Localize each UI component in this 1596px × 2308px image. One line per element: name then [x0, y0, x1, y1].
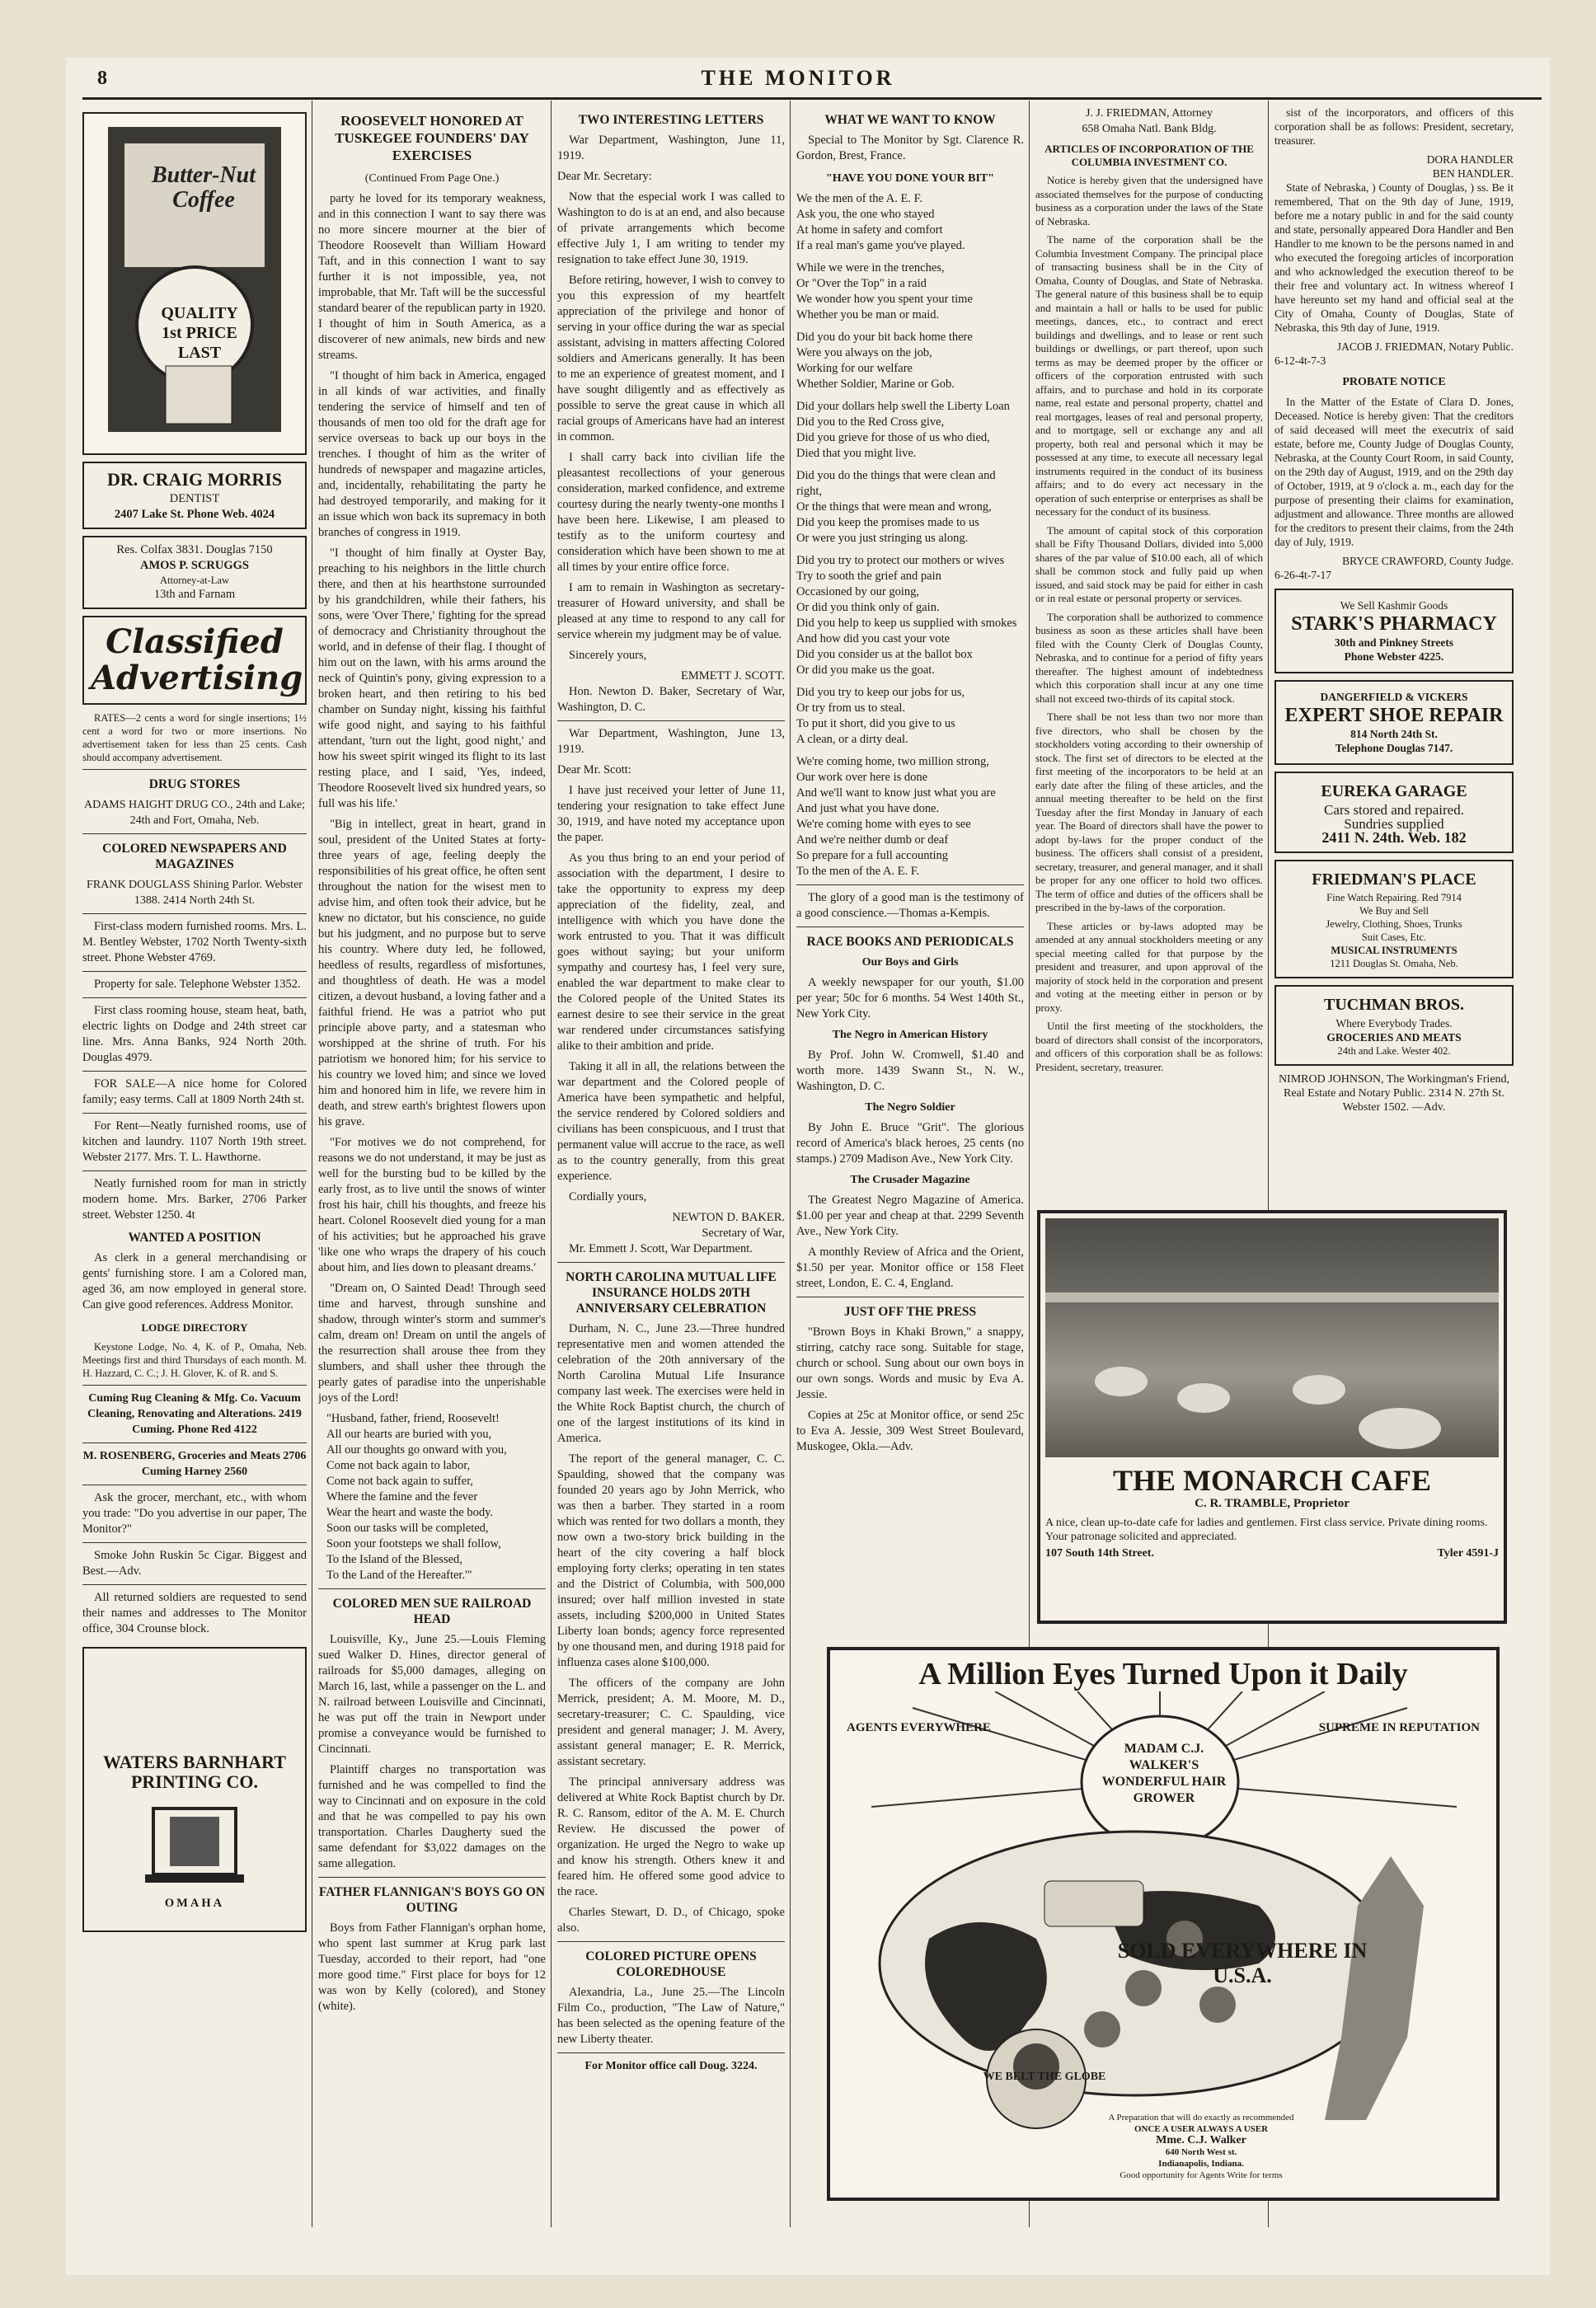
article-paragraph: "For motives we do not comprehend, for reasons we do not understand, it may be just as well for the bursting bud to be killed by the early frost, as to live until the snows of winter frost his hair, chill his thoughts, and freeze his heart. Colonel Roosevelt died young for a man of his activities; but he approached his grave 'like one who wraps the drapery of his couch about him, and lies down to pleasant dreams.' — [318, 1136, 546, 1274]
shining-parlor: FRANK DOUGLASS Shining Parlor. Webster 1388. 2414 North 24th St. — [87, 879, 303, 907]
press-heading: JUST OFF THE PRESS — [843, 1305, 977, 1319]
printing-co-city: OMAHA — [164, 1897, 225, 1910]
poem-line: Were you always on the job, — [796, 346, 932, 359]
signer: BEN HANDLER. — [1432, 167, 1514, 180]
newspapers-heading: COLORED NEWSPAPERS AND MAGAZINES — [102, 842, 287, 871]
article-paragraph: "Big in intellect, great in heart, grand in soul, president of the United States at forty-three years of age, feeling deeply the responsibilities of his great office, he often sent throughout the nation for the wisest men to advise him, and often took their advice, but he knew no dictator, but his conscience, no guide but his judgment, and no purpose but to serve his country. Where duty led, he followed, heedless of results, regardless of misfortunes, and thoughtless of death. He was a model citizen, a devout husband, a loving father and a faithful friend. He was a patriot who put principle above party, and a statesman who worshipped at the shrine of truth. For his patriotism we honored him; for his service to his country we loved him; and since we loved him and honored him in life, we revere him in death, and strew earth's brightest flowers upon his grave. — [318, 818, 546, 1128]
footer-line: 640 North West st. — [1165, 2147, 1237, 2157]
footer-line: Mme. C.J. Walker — [1156, 2134, 1246, 2146]
masthead-title: THE MONITOR — [701, 66, 895, 90]
ad-line: We Sell Kashmir Goods — [1340, 599, 1448, 612]
poem-line: Working for our welfare — [796, 362, 913, 375]
legal-paragraph: Until the first meeting of the stockholders, the board of directors shall consist of the incorporators, and officers of this corporation shall be as follows: President, secretary, treasurer. — [1035, 1020, 1263, 1073]
attorney-address: 658 Omaha Natl. Bank Bldg. — [1082, 122, 1217, 135]
stanza-break — [796, 678, 1024, 685]
ad-line: Jewelry, Clothing, Shoes, Trunks — [1326, 918, 1462, 930]
header-rule — [82, 97, 1542, 100]
poem-intro: Special to The Monitor by Sgt. Clarence R. Gordon, Brest, France. — [796, 134, 1024, 162]
article-paragraph: Boys from Father Flannigan's orphan home, who spent last summer at Krug park last Tuesday, accorded to their report, had "one more good time." First place for boys for 12 was won by Kelly (colored), and Stoney (white). — [318, 1921, 546, 2013]
waters-barnhart-ad — [82, 1647, 307, 1932]
letter-paragraph: I shall carry back into civilian life the pleasantest recollections of your generous consideration, marked confidence, and extreme courtesy during the nearly twenty-one months I have been here. Likewise, I am pleased to testify as to the uniform courtesy and consideration which have been shown to me at all times by your entire office force. — [557, 451, 785, 574]
grocer-note: Ask the grocer, merchant, etc., with whom you trade: "Do you advertise in our paper, The Monitor?" — [82, 1491, 307, 1536]
poem-line: Did you try to keep our jobs for us, — [796, 686, 965, 699]
poem-line: All our hearts are buried with you, — [326, 1428, 492, 1441]
legal-paragraph: The corporation shall be authorized to commence business as soon as these articles shall have been filed with the County Clerk of Douglas County, Nebraska, and to continue for a period of fifty years thereafter. The highest amount of indebtedness which this corporation shall incur at any one time shall not exceed two-thirds of its capital stock. — [1035, 610, 1263, 705]
poem-line: Did you to the Red Cross give, — [796, 415, 945, 429]
periodical-title: The Negro Soldier — [865, 1101, 955, 1114]
stanza-break — [796, 547, 1024, 553]
flannigan-headline: FATHER FLANNIGAN'S BOYS GO ON OUTING — [318, 1885, 546, 1915]
ad-line: MUSICAL INSTRUMENTS — [1331, 945, 1458, 956]
poem-line: We're coming home with eyes to see — [796, 818, 971, 831]
poem-line: And we'll want to know just what you are — [796, 786, 996, 800]
article-paragraph: party he loved for its temporary weakness, and in this connection I want to say there was no more sincere mourner at the bier of Theodore Roosevelt than William Howard Taft, and in this connection I want to say further it is not impossible, yea, not improbable, that Mr. Taft will be the successful standard bearer of the republican party in 1920. I thought of him in South America, as a discoverer of new animals, new birds and new streams. — [318, 192, 546, 362]
race-books-heading: RACE BOOKS AND PERIODICALS — [806, 935, 1014, 949]
railroad-suit-headline: COLORED MEN SUE RAILROAD HEAD — [332, 1597, 532, 1626]
ad-line: Suit Cases, Etc. — [1361, 931, 1427, 943]
poem-line: Soon our tasks will be completed, — [326, 1522, 489, 1535]
column-4 — [796, 106, 1024, 1647]
agents-banner: AGENTS EVERYWHERE — [847, 1721, 991, 1734]
ad-line: DANGERFIELD & VICKERS — [1320, 691, 1468, 703]
dentist-name: DR. CRAIG MORRIS — [106, 469, 283, 490]
drug-store-listing: ADAMS HAIGHT DRUG CO., 24th and Lake; 24th and Fort, Omaha, Neb. — [83, 799, 306, 827]
printing-press-icon — [145, 1800, 244, 1891]
poem-line: While we were in the trenches, — [796, 261, 945, 274]
printing-co-name: WATERS BARNHART PRINTING CO. — [103, 1752, 286, 1792]
walker-product-name: MADAM C.J. WALKER'S WONDERFUL HAIR GROWER — [1101, 1742, 1227, 1805]
poem-line: We're coming home, two million strong, — [796, 755, 989, 768]
legal-paragraph: These articles or by-laws adopted may be amended at any annual stockholders meeting or any special meeting called for that purpose by the president and treasurer, and upon approval of the majority of stock held in the corporation and present and voting at the meeting either in person or by proxy. — [1035, 919, 1263, 1014]
quality-badge: QUALITY 1st PRICE LAST — [161, 304, 238, 362]
stanza-break — [796, 323, 1024, 330]
poem-line: Did you do your bit back home there — [796, 331, 973, 344]
roosevelt-headline: ROOSEVELT HONORED AT TUSKEGEE FOUNDERS' DAY EXERCISES — [335, 113, 529, 163]
footer-line: ONCE A USER ALWAYS A USER — [1134, 2124, 1269, 2134]
lodge-text: Keystone Lodge, No. 4, K. of P., Omaha, Neb. Meetings first and third Thursdays of each month. M. H. Hazzard, C. C.; J. H. Glover, K. of R. and S. — [82, 1341, 307, 1379]
starks-pharmacy-ad — [1274, 589, 1514, 673]
poem-line: To the Island of the Blessed, — [326, 1553, 462, 1566]
ad-line: 814 North 24th St. — [1350, 728, 1438, 740]
notary-date: 6-12-4t-7-3 — [1274, 354, 1326, 367]
dentist-card — [82, 462, 307, 529]
globe-slogan: WE BELT THE GLOBE — [983, 2071, 1106, 2083]
wanted-heading: WANTED A POSITION — [128, 1231, 261, 1245]
attorney-card — [82, 536, 307, 609]
ad-title: EUREKA GARAGE — [1321, 782, 1467, 800]
walker-hair-grower-ad — [827, 1647, 1500, 2201]
footer-line: A Preparation that will do exactly as recommended — [1108, 2113, 1294, 2123]
attorney-address: 13th and Farnam — [153, 588, 236, 601]
periodical-title: The Negro in American History — [832, 1029, 988, 1041]
press-text: "Brown Boys in Khaki Brown," a snappy, stirring, catchy race song. Suitable for stage, church or school. Sung about our own boys in our own songs. Words and music by Eva A. Jessie. — [796, 1325, 1024, 1401]
poem-line: To the men of the A. E. F. — [796, 865, 920, 878]
article-paragraph: "I thought of him back in America, engaged in all kinds of war activities, and finally tendering the service of himself and ten of thousands of men too old for the draft age for service overseas to back up our boys in the trenches. I thought of him as the writer of hundreds of newspaper and magazine articles, and, incidentally, rehabilitating the party he had destroyed temporarily, and making for it an issue which won back its supremacy in both branches of congress in 1919. — [318, 369, 546, 539]
letter-signoff: Sincerely yours, — [569, 649, 647, 662]
poem-line: Soon your footsteps we shall follow, — [326, 1537, 501, 1550]
article-paragraph: The principal anniversary address was delivered at White Rock Baptist church by Dr. R. C. Ransom, editor of the A. M. E. Church Review. He discussed the power of organization. He urged the Negro to wake up and know his strength. Others knew it and feared him. He offered some good advice to the race. — [557, 1776, 785, 1898]
letter-signoff: Cordially yours, — [569, 1190, 647, 1203]
letter-paragraph: I am to remain in Washington as secretary-treasurer of Howard university, and shall be pleased at any time to respond to any call for service wherein my judgment may be of value. — [557, 581, 785, 641]
dentist-role: DENTIST — [169, 492, 220, 505]
poem-line: Did you consider us at the ballot box — [796, 648, 973, 661]
poem-line: Where the famine and the fever — [326, 1490, 478, 1503]
column-6 — [1274, 106, 1514, 1202]
periodical-text: The Greatest Negro Magazine of America. $1.00 per year and cheap at that. 2299 Seventh Ave., New York City. — [796, 1194, 1024, 1238]
stanza-break — [796, 748, 1024, 754]
letter-paragraph: As you thus bring to an end your period of association with the department, I desire to take the opportunity to express my deep appreciation of the fidelity, zeal, and intelligence with which you have done the work entrusted to you. That it was difficult goes without saying; but your uniform sympathy and courtesy has, I feel very sure, enabled the war department to make clear to the Colored people of the United States its earnest desire to see their service in the great war rendered under circumstances satisfying alike to their ambition and pride. — [557, 851, 785, 1053]
ad-line: 2411 N. 24th. Web. 182 — [1321, 829, 1467, 846]
stanza-break — [796, 254, 1024, 260]
classified-ad: First-class modern furnished rooms. Mrs. L. M. Bentley Webster, 1702 North Twenty-sixth street. Phone Webster 4769. — [82, 920, 307, 964]
periodical-title: Our Boys and Girls — [861, 956, 959, 969]
cafe-phone: Tyler 4591-J — [1437, 1547, 1499, 1560]
letter-signer: NEWTON D. BAKER. — [672, 1211, 785, 1224]
column-5 — [1035, 106, 1263, 1202]
poem-line: Died that you might live. — [796, 447, 917, 460]
walker-footer — [1077, 2112, 1325, 2181]
letter-addressee: Hon. Newton D. Baker, Secretary of War, Washington, D. C. — [557, 685, 785, 714]
poem-line: Ask you, the one who stayed — [796, 208, 935, 221]
poem-line: Or the things that were mean and wrong, — [796, 500, 992, 514]
poem-line: Or did you make us the goat. — [796, 664, 935, 677]
cigar-ad: Smoke John Ruskin 5c Cigar. Biggest and Best.—Adv. — [82, 1549, 307, 1578]
poem-line: We the men of the A. E. F. — [796, 192, 923, 205]
nimrod-ad: NIMROD JOHNSON, The Workingman's Friend, Real Estate and Notary Public. 2314 N. 27th St. Webster 1502. —Adv. — [1278, 1073, 1510, 1114]
classified-ad: First class rooming house, steam heat, bath, electric lights on Dodge and 24th street car line. Mrs. Anna Banks, 924 North 20th. Douglas 4979. — [82, 1004, 307, 1064]
letter-paragraph: I have just received your letter of June 11, tendering your resignation to take effect June 30, 1919, and have noted my acceptance upon the paper. — [557, 784, 785, 844]
cafe-name: THE MONARCH CAFE — [1113, 1464, 1431, 1497]
kempis-quote: The glory of a good man is the testimony of a good conscience.—Thomas a-Kempis. — [796, 891, 1024, 920]
poem-line: To the Land of the Hereafter.'" — [326, 1569, 472, 1582]
legal-paragraph: The amount of capital stock of this corporation shall be Fifty Thousand Dollars, divided into 5,000 shares of the par value of $10.00 each, all of which shall be common stock and fully paid up when issued, and said stock may be paid for either in cash or in real estate or personal property or services. — [1035, 523, 1263, 604]
soldiers-notice: All returned soldiers are requested to send their names and addresses to The Monitor office, 304 Crounse block. — [82, 1591, 307, 1635]
periodical-title: The Crusader Magazine — [850, 1174, 970, 1186]
poem-line: Whether Soldier, Marine or Gob. — [796, 378, 955, 391]
letter-dateline: War Department, Washington, June 13, 1919. — [557, 727, 785, 756]
butternut-brand: Butter-Nut Coffee — [151, 162, 256, 213]
poem-line: Did your dollars help swell the Liberty Loan — [796, 400, 1010, 413]
column-divider — [790, 101, 791, 2227]
letters-headline: TWO INTERESTING LETTERS — [578, 113, 764, 127]
letter-signer: EMMETT J. SCOTT. — [681, 669, 785, 683]
continued-note: (Continued From Page One.) — [364, 172, 500, 185]
article-paragraph: "Dream on, O Sainted Dead! Through seed time and harvest, through sunshine and shadow, through winter's storm and summer's calm, dream on! Dream on until the angels of the resurrection shall arouse thee from they slumbers, and shall usher thee through the pearly gates of paradise into the unperishable joys of the Lord! — [318, 1282, 546, 1405]
nc-mutual-headline: NORTH CAROLINA MUTUAL LIFE INSURANCE HOLDS 20TH ANNIVERSARY CELEBRATION — [566, 1270, 777, 1316]
poem-line: Or were you just stringing us along. — [796, 532, 969, 545]
article-paragraph: Alexandria, La., June 25.—The Lincoln Film Co., production, "The Law of Nature," has been selected as the opening feature of the new Liberty theater. — [557, 1986, 785, 2046]
legal-paragraph: Notice is hereby given that the undersigned have associated themselves for the purpose of conducting business as a corporation under the laws of the State of Nebraska. — [1035, 174, 1263, 228]
attorney-role: Attorney-at-Law — [160, 575, 229, 586]
poem-line: Did you do the things that were clean and right, — [796, 469, 996, 498]
legal-paragraph: There shall be not less than two nor more than five directors, who shall be chosen by the stockholders voting according to their ownership of stock. The first set of directors to be elected at the first meeting of the incorporators to be held at an early date after the filing of these articles, and the annual meeting thereafter to be held on the first Tuesday after the first Monday in January of each year. The Board of directors shall have the power to adopt by-laws for the proper conduct of the business. The officers shall consist of a president, secretary, treasurer, and general manager, and it shall be proper for any one officer to hold two offices. The term of office and duties of the officers shall be prescribed in the by-laws of the corporation. — [1035, 711, 1263, 913]
tuchman-ad — [1274, 985, 1514, 1066]
ad-line: We Buy and Sell — [1359, 905, 1429, 917]
notary-signer: JACOB J. FRIEDMAN, Notary Public. — [1336, 340, 1514, 353]
ad-line: 24th and Lake. Wester 402. — [1337, 1045, 1451, 1057]
poem-line: Come not back again to suffer, — [326, 1475, 473, 1488]
monitor-phone: For Monitor office call Doug. 3224. — [584, 2060, 758, 2072]
footer-line: Good opportunity for Agents Write for terms — [1120, 2170, 1283, 2180]
periodical-text: A monthly Review of Africa and the Orient, $1.50 per year. Monitor office or 158 Fleet street, London, E. C. 4, England. — [796, 1245, 1024, 1290]
probate-date: 6-26-4t-7-17 — [1274, 569, 1331, 581]
periodical-text: A weekly newspaper for our youth, $1.00 per year; 50c for 6 months. 54 West 140th St., New York City. — [796, 976, 1024, 1020]
poem-line: Try to sooth the grief and pain — [796, 570, 941, 583]
rosenberg-ad: M. ROSENBERG, Groceries and Meats 2706 Cuming Harney 2560 — [82, 1450, 307, 1478]
poem-line: Come not back again to labor, — [326, 1459, 471, 1472]
letter-paragraph: Before retiring, however, I wish to convey to you this expression of my heartfelt appreciation of the privilege and honor of serving in your office during the war as special assistant, advising in matters affecting Colored soldiers and Americans generally. It has been to me an experience of greatest moment, and I have sought diligently and as effectively as possible to serve the great cause in which all racial groups of Americans have had an interest in common. — [557, 274, 785, 443]
ad-line: Cars stored and repaired. — [1324, 802, 1464, 818]
poem-line: So prepare for a full accounting — [796, 849, 948, 862]
ad-line: Fine Watch Repairing. Red 7914 — [1326, 892, 1462, 903]
reputation-banner: SUPREME IN REPUTATION — [1318, 1721, 1480, 1734]
eureka-garage-ad — [1274, 772, 1514, 853]
poem-line: Did you help to keep us supplied with smokes — [796, 617, 1017, 630]
poem-subhead: "HAVE YOU DONE YOUR BIT" — [825, 172, 995, 185]
poem-line: Did you grieve for those of us who died, — [796, 431, 990, 444]
poem-line: To put it short, did you give to us — [796, 717, 955, 730]
cafe-photo — [1045, 1218, 1499, 1457]
article-paragraph: The report of the general manager, C. C. Spaulding, showed that the company was founded 20 years ago by John Merrick, who was then a barber. They started in a room which was rented for two dollars a month, they now own a two-story brick building in the heart of the city covering a half block employing forty clerks; operating in ten states and the District of Columbia, with 500,000 insured; over half million invested in state assets, including $200,000 in United States Liberty loan bonds; agency force represented by one thousand men, and during 1918 paid for influenza cases alone $100,000. — [557, 1452, 785, 1669]
film-headline: COLORED PICTURE OPENS COLOREDHOUSE — [585, 1949, 757, 1979]
sold-everywhere: SOLD EVERYWHERE IN U.S.A. — [1117, 1939, 1368, 1987]
ad-line: 1211 Douglas St. Omaha, Neb. — [1330, 958, 1458, 969]
letter-paragraph: Now that the especial work I was called to Washington to do is at an end, and also because of private arrangements which become effective July 1, I am writing to tender my resignation to take effect June 30, 1919. — [557, 190, 785, 266]
friedmans-place-ad — [1274, 860, 1514, 978]
poem-line: Wear the heart and waste the body. — [326, 1506, 494, 1519]
letter-salutation: Dear Mr. Secretary: — [557, 170, 652, 183]
attorney-phones: Res. Colfax 3831. Douglas 7150 — [116, 543, 273, 556]
letter-paragraph: Taking it all in all, the relations between the war department and the Colored people of America have been sympathetic and helpful, the service rendered by Colored soldiers and civilians has been conspicuous, and I trust that permanent value will accrue to the race, as well as to the country generally, from this great experience. — [557, 1060, 785, 1183]
article-paragraph: Charles Stewart, D. D., of Chicago, spoke also. — [557, 1906, 785, 1935]
dentist-address: 2407 Lake St. Phone Web. 4024 — [114, 508, 275, 521]
probate-heading: PROBATE NOTICE — [1342, 376, 1446, 388]
ad-line: 30th and Pinkney Streets — [1334, 636, 1454, 649]
cafe-address: 107 South 14th Street. — [1045, 1547, 1154, 1560]
page-number: 8 — [97, 68, 107, 89]
poem-line: All our thoughts go onward with you, — [326, 1443, 507, 1457]
butternut-ad — [82, 112, 307, 455]
poem-line: Or did you think only of gain. — [796, 601, 940, 614]
letter-addressee: Mr. Emmett J. Scott, War Department. — [569, 1242, 753, 1255]
shoe-repair-ad — [1274, 680, 1514, 765]
column-divider — [551, 101, 552, 2227]
classified-ad: Property for sale. Telephone Webster 1352. — [94, 978, 301, 991]
letter-salutation: Dear Mr. Scott: — [557, 763, 631, 776]
ad-line: GROCERIES AND MEATS — [1326, 1031, 1462, 1044]
probate-signer: BRYCE CRAWFORD, County Judge. — [1342, 555, 1514, 567]
attorney-name: AMOS P. SCRUGGS — [139, 559, 249, 572]
ad-title: TUCHMAN BROS. — [1323, 996, 1464, 1014]
articles-heading: ARTICLES OF INCORPORATION OF THE COLUMBIA INVESTMENT CO. — [1044, 143, 1254, 168]
press-copies: Copies at 25c at Monitor office, or send 25c to Eva A. Jessie, 309 West Street Boulevard, Muskogee, Okla.—Adv. — [796, 1409, 1024, 1453]
classified-ad: For Rent—Neatly furnished rooms, use of kitchen and laundry. 1107 North 19th street. Webster 2177. Mrs. T. L. Hawthorne. — [82, 1119, 307, 1164]
classified-banner — [82, 616, 307, 705]
poem-line: And just what you have done. — [796, 802, 940, 815]
article-paragraph: "I thought of him finally at Oyster Bay, preaching to his neighbors in the little church there, and then at his hearthstone surrounded by his grandchildren, while their fathers, his sons, were 'Over There,' fighting for the spread of democracy and Christianity throughout the world, and in defense of their flag. I thought of him out on the lawn, with his arms around the neck of Quintin's pony, giving expression to a broken heart, and then retiring to his bed chamber on Sunday night, kissing his faithful wife good night, and saying to his faithful attendant, 'turn out the light, good night,' and how his sweet spirit winged its flight to its last resting place, and I said, 'Yes, indeed, Theodore Roosevelt lived six hundred years, so full was his life.' — [318, 547, 546, 810]
poem-line: Whether you be man or maid. — [796, 308, 940, 321]
walker-headline: A Million Eyes Turned Upon it Daily — [918, 1657, 1408, 1691]
signer: DORA HANDLER — [1426, 153, 1514, 166]
poem-line: Did you try to protect our mothers or wives — [796, 554, 1005, 567]
article-paragraph: Louisville, Ky., June 25.—Louis Fleming sued Walker D. Hines, director general of railroads for $5,000 damages, alleging on March 16, last, while a passenger on the L. and N. railroad between Louisville and Cincinnati, he was put off the train in Newport under promise a conveyance would be furnished to Cincinnati. — [318, 1633, 546, 1756]
lodge-heading: LODGE DIRECTORY — [141, 1321, 248, 1334]
stanza-break — [796, 462, 1024, 468]
notary-text: State of Nebraska, ) County of Douglas, ) ss. Be it remembered, That on the 9th day of June, 1919, before me a notary public in and for the said county and state, personally appeared Dora Handler and Ben Handler to me known to be the persons named in and who executed the foregoing articles of incorporation and who acknowledged the execution thereof to be their free and voluntary act. In witness whereof I have hereunto set my hand and official seal at the City of Omaha, County of Douglas, State of Nebraska, this 9th day of June, 1919. — [1274, 181, 1514, 334]
ad-line: Telephone Douglas 7147. — [1335, 742, 1453, 754]
ad-title: STARK'S PHARMACY — [1291, 613, 1497, 635]
what-we-want-headline: WHAT WE WANT TO KNOW — [824, 113, 996, 127]
poem-line: And we're neither dumb or deaf — [796, 833, 949, 847]
classified-ad: FOR SALE—A nice home for Colored family; easy terms. Call at 1809 North 24th st. — [82, 1077, 307, 1106]
poem-line: Occasioned by our going, — [796, 585, 919, 598]
poem-line: And how did you cast your vote — [796, 632, 951, 645]
column-3 — [557, 106, 785, 2232]
drug-stores-heading: DRUG STORES — [148, 777, 241, 791]
classified-ad: Neatly furnished room for man in strictly modern home. Mrs. Barker, 2706 Parker street. Webster 1250. 4t — [82, 1177, 307, 1222]
poem-line: Did you keep the promises made to us — [796, 516, 979, 529]
letter-signer-title: Secretary of War, — [702, 1227, 785, 1240]
column-2 — [318, 106, 546, 2232]
cuming-rug-ad: Cuming Rug Cleaning & Mfg. Co. Vacuum Cleaning, Renovating and Alterations. 2419 Cuming. Phone Red 4122 — [87, 1392, 302, 1436]
ad-line: Where Everybody Trades. — [1335, 1017, 1453, 1030]
article-paragraph: The officers of the company are John Merrick, president; A. M. Moore, M. D., secretary-treasurer; C. C. Spaulding, vice president and general manager; J. M. Avery, assistant general manager; E. R. Merrick, assistant secretary. — [557, 1677, 785, 1768]
roosevelt-poem — [318, 1411, 546, 1583]
poem-line: If a real man's game you've played. — [796, 239, 965, 252]
column-1 — [82, 106, 307, 2232]
ad-line: Sundries supplied — [1344, 816, 1444, 832]
poem-line: Our work over here is done — [796, 771, 928, 784]
cafe-description: A nice, clean up-to-date cafe for ladies and gentlemen. First class service. Private dining rooms. Your patronage solicited and appreciated. — [1045, 1517, 1488, 1543]
poem-line: "Husband, father, friend, Roosevelt! — [326, 1412, 500, 1425]
poem-line: We wonder how you spent your time — [796, 293, 973, 306]
letter-dateline: War Department, Washington, June 11, 1919. — [557, 134, 785, 162]
poem-line: A clean, or a dirty deal. — [796, 733, 908, 746]
legal-paragraph: The name of the corporation shall be the Columbia Investment Company. The principal place of transacting business shall be in the City of Omaha, County of Douglas, and State of Nebraska. The general nature of this business shall be to equip and maintain a hall or halls to be used for public meetings, dances, etc., to contract and erect buildings and dwellings, and to lease or rent such buildings or dwellings, or part thereof, upon such terms as may be deemed proper by the officer or officers of the corporation entrusted with such affairs, and to purchase and hold in its corporate name, real estate and personal property, chattel and real mortgages, leases of real and personal property, and to mortgage, sell or exchange any and all property, both real and personal which it may be possessed at any time, to execute all necessary legal instruments required in the conduct of its business affairs; and to do every act necessary in the operation of such enterprise or enterprises as shall be necessary for the conduct of its business. — [1035, 233, 1263, 518]
classified-rates: RATES—2 cents a word for single insertions; 1½ cent a word for two or more insertions. No advertisement taken for less than 25 cents. Cash should accompany advertisement. — [82, 712, 307, 763]
poem-line: Or try from us to steal. — [796, 701, 906, 715]
stanza-break — [796, 392, 1024, 399]
probate-text: In the Matter of the Estate of Clara D. Jones, Deceased. Notice is hereby given: That the creditors of said deceased will meet the executrix of said estate, before me, County Judge of Douglas County, Nebraska, at the County Court Room, in said County, on the 29th day of August, 1919, and on the 29th day of October, 1919, at 9 o'clock a. m., each day for the purpose of presenting their claims for examination, adjustment and allowance. Three months are allowed for the creditors to present their claims, from the 24th day of July, 1919. — [1274, 396, 1514, 548]
poem-line: At home in safety and comfort — [796, 223, 943, 237]
monarch-cafe-ad — [1037, 1210, 1507, 1624]
cafe-proprietor: C. R. TRAMBLE, Proprietor — [1195, 1497, 1350, 1510]
article-paragraph: Durham, N. C., June 23.—Three hundred representative men and women attended the celebration of the 20th anniversary of the North Carolina Mutual Life Insurance company last week. The exercises were held in the White Rock Baptist church, the church of one of the largest institutions of its kind in America. — [557, 1322, 785, 1445]
attorney-name: J. J. FRIEDMAN, Attorney — [1085, 107, 1213, 120]
ad-title: EXPERT SHOE REPAIR — [1284, 705, 1504, 726]
periodical-text: By John E. Bruce "Grit". The glorious record of America's black heroes, 25 cents (no stamps.) 2709 Madison Ave., New York City. — [796, 1121, 1024, 1166]
periodical-text: By Prof. John W. Cromwell, $1.40 and worth more. 1439 Swann St., N. W., Washington, D. C. — [796, 1048, 1024, 1093]
footer-line: Indianapolis, Indiana. — [1158, 2159, 1244, 2169]
article-paragraph: Plaintiff charges no transportation was furnished and he was compelled to find the way to Cincinnati and on exposure in the cold and that he was compelled to pay his own transportation. Charles Daugherty sued the same defendant for $3,022 damages on the same allegation. — [318, 1763, 546, 1870]
soldier-poem — [796, 191, 1024, 880]
ad-title: FRIEDMAN'S PLACE — [1312, 870, 1476, 889]
classified-title: Classified Advertising — [91, 622, 303, 697]
ad-line: Phone Webster 4225. — [1344, 650, 1444, 663]
legal-continued: sist of the incorporators, and officers of this corporation shall be as follows: President, secretary, treasurer. — [1274, 106, 1514, 147]
wanted-text: As clerk in a general merchandising or gents' furnishing store. I am a Colored man, aged 36, am now employed in general store. Can give good references. Address Monitor. — [82, 1251, 307, 1311]
poem-line: Or "Over the Top" in a raid — [796, 277, 927, 290]
